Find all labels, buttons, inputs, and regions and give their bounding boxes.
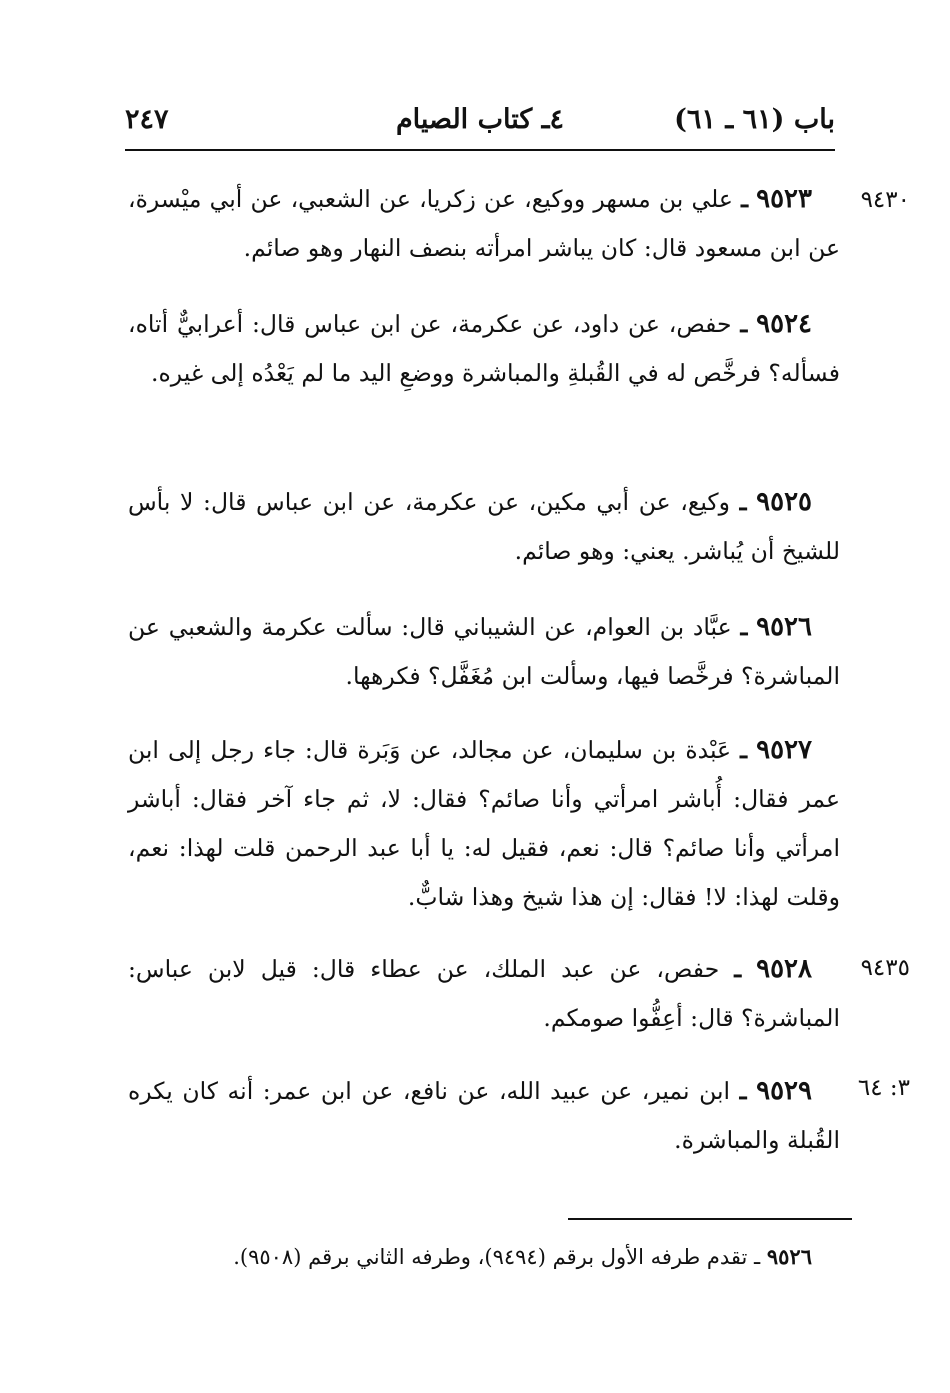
hadith-text: وكيع، عن أبي مكين، عن عكرمة، عن ابن عباس قال: لا بأس للشيخ أن يُباشر. يعني: وهو صائم. — [128, 488, 840, 565]
footnote-number: ٩٥٢٦ — [766, 1244, 812, 1269]
footnote — [200, 1240, 812, 1274]
hadith-number: ٩٥٢٤ — [756, 309, 812, 339]
margin-reference: ٩٤٣٠ — [860, 187, 910, 213]
chapter-heading: باب (٦١ ـ ٦١) — [674, 104, 835, 135]
page-header — [125, 100, 835, 140]
hadith-text: عبَّاد بن العوام، عن الشيباني قال: سألت عكرمة والشعبي عن المباشرة؟ فرخَّصا فيها، وسألت ابن مُغَفَّل؟ فكرهها. — [128, 613, 840, 690]
hadith-text: عَبْدة بن سليمان، عن مجالد، عن وَبَرة قال: جاء رجل إلى ابن عمر فقال: أُباشر امرأتي وأنا صائم؟ فقال: لا، ثم جاء آخر فقال: أباشر امرأتي وأنا صائم؟ قال: نعم، فقيل له: يا أبا عبد الرحمن قلت لهذا: نعم، وقلت لهذا: لا! فقال: إن هذا شيخ وهذا شابٌّ. — [128, 736, 840, 911]
hadith-number: ٩٥٢٨ — [756, 954, 812, 984]
hadith-number: ٩٥٢٣ — [756, 184, 812, 214]
header-rule — [125, 149, 835, 151]
margin-reference: ٣: ٦٤ — [857, 1075, 910, 1101]
hadith-entry: ٩٥٢٦ ـ عبَّاد بن العوام، عن الشيباني قال: سألت عكرمة والشعبي عن المباشرة؟ فرخَّصا فيها، وسألت ابن مُغَفَّل؟ فكرهها. — [128, 612, 840, 690]
hadith-text: حفص، عن عبد الملك، عن عطاء قال: قيل لابن عباس: المباشرة؟ قال: أعِفُّوا صومكم. — [128, 955, 840, 1032]
hadith-entry: ٩٥٢٧ ـ عَبْدة بن سليمان، عن مجالد، عن وَبَرة قال: جاء رجل إلى ابن عمر فقال: أُباشر امرأتي وأنا صائم؟ فقال: لا، ثم جاء آخر فقال: أباشر امرأتي وأنا صائم؟ قال: نعم، فقيل له: يا أبا عبد الرحمن قلت لهذا: نعم، وقلت لهذا: لا! فقال: إن هذا شيخ وهذا شابٌّ. — [128, 735, 840, 911]
hadith-text: حفص، عن داود، عن عكرمة، عن ابن عباس قال: أعرابيٌّ أتاه، فسأله؟ فرخَّص له في القُبلةِ والمباشرة ووضعِ اليد ما لم يَعْدُه إلى غيره. — [128, 310, 840, 387]
hadith-text: علي بن مسهر ووكيع، عن زكريا، عن الشعبي، عن أبي ميْسرة، عن ابن مسعود قال: كان يباشر امرأته بنصف النهار وهو صائم. — [128, 185, 840, 262]
page-number: ٢٤٧ — [125, 104, 169, 135]
hadith-entry: ٩٥٢٥ ـ وكيع، عن أبي مكين، عن عكرمة، عن ابن عباس قال: لا بأس للشيخ أن يُباشر. يعني: وهو صائم. — [128, 487, 840, 565]
footnote-text: ـ تقدم طرفه الأول برقم (٩٤٩٤)، وطرفه الثاني برقم (٩٥٠٨). — [233, 1245, 761, 1269]
footnote-separator — [568, 1218, 852, 1220]
hadith-entry: ٩٥٢٩ ـ ابن نمير، عن عبيد الله، عن نافع، عن ابن عمر: أنه كان يكره القُبلة والمباشرة. — [128, 1076, 840, 1154]
hadith-entry: ٩٥٢٨ ـ حفص، عن عبد الملك، عن عطاء قال: قيل لابن عباس: المباشرة؟ قال: أعِفُّوا صومكم. — [128, 954, 840, 1032]
hadith-number: ٩٥٢٩ — [756, 1076, 812, 1106]
hadith-entry: ٩٥٢٣ ـ علي بن مسهر ووكيع، عن زكريا، عن الشعبي، عن أبي ميْسرة، عن ابن مسعود قال: كان يباشر امرأته بنصف النهار وهو صائم. — [128, 184, 840, 262]
hadith-entry: ٩٥٢٤ ـ حفص، عن داود، عن عكرمة، عن ابن عباس قال: أعرابيٌّ أتاه، فسأله؟ فرخَّص له في القُبلةِ والمباشرة ووضعِ اليد ما لم يَعْدُه إلى غيره. — [128, 309, 840, 387]
hadith-number: ٩٥٢٦ — [756, 612, 812, 642]
book-title: ٤ـ كتاب الصيام — [395, 104, 565, 135]
hadith-text: ابن نمير، عن عبيد الله، عن نافع، عن ابن عمر: أنه كان يكره القُبلة والمباشرة. — [128, 1077, 840, 1154]
margin-reference: ٩٤٣٥ — [860, 955, 910, 981]
hadith-number: ٩٥٢٧ — [756, 735, 812, 765]
hadith-number: ٩٥٢٥ — [756, 487, 812, 517]
